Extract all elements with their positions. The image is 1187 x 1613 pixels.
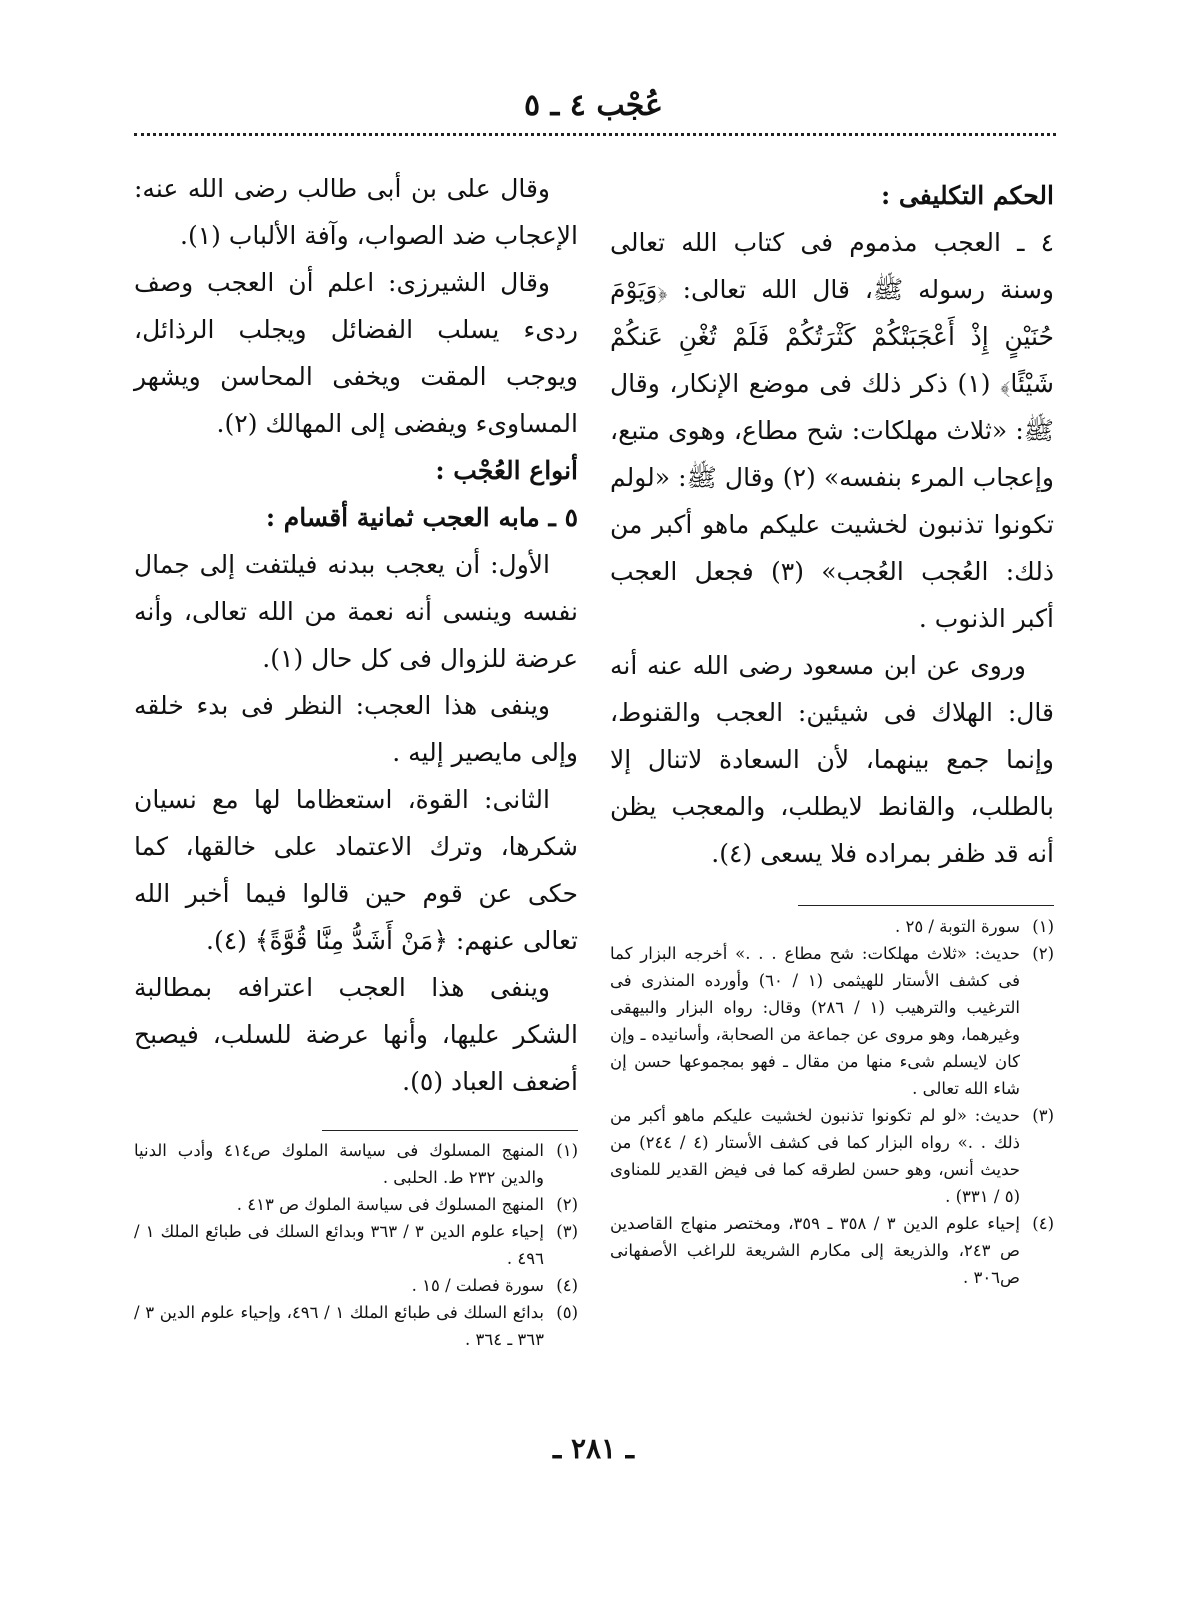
footnote-text: حديث: «لو لم تكونوا تذنبون لخشيت عليكم ماهو أكبر من ذلك . .» رواه البزار كما فى كشف الأستار (٤ / ٢٤٤) من حديث أنس، وهو حسن لطرقه كما فى فيض القدير للمناوى (٥ / ٣٣١) . <box>610 1106 1020 1206</box>
footnote-number: (١) <box>556 1141 578 1160</box>
paragraph: وقال الشيرزى: اعلم أن العجب وصف ردىء يسلب الفضائل ويجلب الرذائل، ويوجب المقت ويخفى المحاسن ويشهر المساوىء ويفضى إلى المهالك (٢). <box>134 268 578 438</box>
footnote-text: حديث: «ثلاث مهلكات: شح مطاع . . .» أخرجه البزار كما فى كشف الأستار للهيثمى (١ / ٦٠) وأورده المنذرى فى الترغيب والترهيب (١ / ٢٨٦) وقال: رواه البزار والبيهقى وغيرهما، وهو مروى عن جماعة من الصحابة، وأسانيده ـ وإن كان لايسلم شىء منها من مقال ـ فهو بمجموعها حسن إن شاء الله تعالى . <box>610 944 1020 1098</box>
paragraph: وينفى هذا العجب: النظر فى بدء خلقه وإلى مايصير إليه . <box>134 691 578 767</box>
paragraph: الأول: أن يعجب ببدنه فيلتفت إلى جمال نفسه وينسى أنه نعمة من الله تعالى، وأنه عرضة للزوال فى كل حال (١). <box>134 550 578 673</box>
footnote-number: (٣) <box>556 1222 578 1241</box>
paragraph: وينفى هذا العجب اعترافه بمطالبة الشكر عليها، وأنها عرضة للسلب، فيصبح أضعف العباد (٥). <box>134 973 578 1096</box>
section-title: ٥ ـ مابه العجب ثمانية أقسام : <box>265 503 578 532</box>
footnote <box>134 1137 578 1191</box>
paragraph: الثانى: القوة، استعظاما لها مع نسيان شكرها، وترك الاعتماد على خالقها، كما حكى عن قوم حين قالوا فيما أخبر الله تعالى عنهم: ﴿مَنْ أَشَدُّ مِنَّا قُوَّةً﴾ (٤). <box>134 785 578 955</box>
footnote-separator <box>798 905 1054 906</box>
footnote-text: المنهج المسلوك فى سياسة الملوك ص٤١٤ وأدب الدنيا والدين ٢٣٢ ط. الحلبى . <box>134 1141 544 1187</box>
footnote <box>134 1272 578 1299</box>
footnote <box>134 1218 578 1272</box>
footnote <box>134 1191 578 1218</box>
paragraph: وروى عن ابن مسعود رضى الله عنه أنه قال: الهلاك فى شيئين: العجب والقنوط، وإنما جمع بينهما، لأن السعادة لاتنال إلا بالطلب، والقانط لايطلب، والمعجب يظن أنه قد ظفر بمراده فلا يسعى (٤). <box>610 651 1054 868</box>
footnote <box>610 1102 1054 1210</box>
footnote-separator <box>322 1130 578 1131</box>
section-heading-ruling: الحكم التكليفى : <box>881 181 1054 210</box>
page-number: ـ ٢٨١ ـ <box>552 1432 635 1465</box>
footnote <box>134 1299 578 1353</box>
footnote-number: (٢) <box>556 1195 578 1214</box>
paragraph: ٤ ـ العجب مذموم فى كتاب الله تعالى وسنة رسوله ﷺ، قال الله تعالى: ﴿وَيَوْمَ حُنَيْنٍ إِذْ أَعْجَبَتْكُمْ كَثْرَتُكُمْ فَلَمْ تُغْنِ عَنكُمْ شَيْئًا﴾ (١) ذكر ذلك فى موضع الإنكار، وقال ﷺ: «ثلاث مهلكات: شح مطاع، وهوى متبع، وإعجاب المرء بنفسه» (٢) وقال ﷺ: «لولم تكونوا تذنبون لخشيت عليكم ماهو أكبر من ذلك: العُجب العُجب» (٣) فجعل العجب أكبر الذنوب . <box>610 228 1054 633</box>
footnote-text: بدائع السلك فى طبائع الملك ١ / ٤٩٦، وإحياء علوم الدين ٣ / ٣٦٣ ـ ٣٦٤ . <box>134 1303 544 1349</box>
right-column <box>610 172 1054 877</box>
footnote-number: (٥) <box>556 1303 578 1322</box>
running-header: عُجْب ٤ ـ ٥ <box>523 88 664 123</box>
footnote-text: المنهج المسلوك فى سياسة الملوك ص ٤١٣ . <box>236 1195 544 1214</box>
left-footnotes <box>134 1137 578 1353</box>
footnote-text: سورة التوبة / ٢٥ . <box>894 917 1020 936</box>
footnote <box>610 913 1054 940</box>
header-dotted-rule <box>134 133 1056 136</box>
footnote-number: (٤) <box>556 1276 578 1295</box>
section-heading-types: أنواع العُجْب : <box>435 456 578 485</box>
footnote-text: سورة فصلت / ١٥ . <box>411 1276 544 1295</box>
footnote-text: إحياء علوم الدين ٣ / ٣٥٨ ـ ٣٥٩، ومختصر منهاج القاصدين ص ٢٤٣، والذريعة إلى مكارم الشريعة للراغب الأصفهانى ص٣٠٦ . <box>610 1214 1020 1287</box>
left-column <box>134 165 578 1105</box>
footnote-number: (٣) <box>1032 1106 1054 1125</box>
footnote <box>610 940 1054 1102</box>
footnote-text: إحياء علوم الدين ٣ / ٣٦٣ وبدائع السلك فى طبائع الملك ١ / ٤٩٦ . <box>134 1222 544 1268</box>
footnote-number: (١) <box>1032 917 1054 936</box>
footnote-number: (٢) <box>1032 944 1054 963</box>
paragraph: وقال على بن أبى طالب رضى الله عنه: الإعجاب ضد الصواب، وآفة الألباب (١). <box>134 174 578 250</box>
right-footnotes <box>610 913 1054 1291</box>
footnote <box>610 1210 1054 1291</box>
footnote-number: (٤) <box>1032 1214 1054 1233</box>
